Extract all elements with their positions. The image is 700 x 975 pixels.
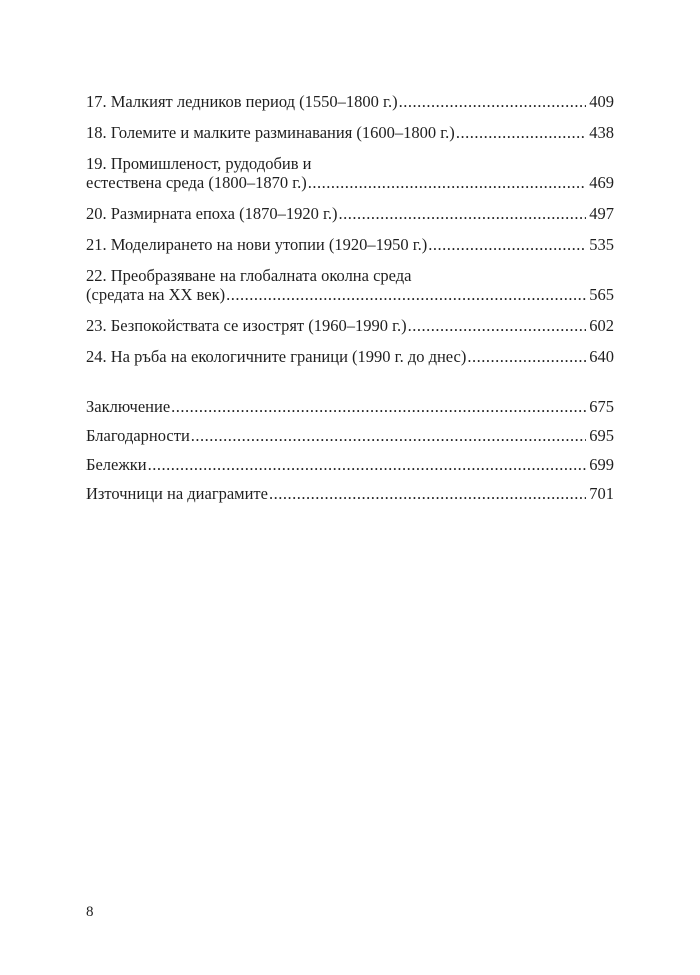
toc-entry-title: 21. Моделирането на нови утопии (1920–1950 г.) [86, 235, 428, 254]
toc-entry [86, 316, 614, 335]
toc-entry-row [86, 397, 614, 416]
toc-entry [86, 455, 614, 474]
dot-leader [456, 123, 586, 142]
toc-entry-title: Заключение [86, 397, 171, 416]
toc-entry [86, 204, 614, 223]
toc-entry-title: 17. Малкият ледников период (1550–1800 г.) [86, 92, 398, 111]
toc-entry-page: 602 [589, 316, 614, 335]
toc-entry-title: 20. Размирната епоха (1870–1920 г.) [86, 204, 338, 223]
toc-entry-row [86, 426, 614, 445]
toc-entry-row [86, 455, 614, 474]
dot-leader [308, 173, 586, 192]
toc-entry-row [86, 92, 614, 111]
dot-leader [428, 235, 586, 254]
toc-entry-title-first-line: 22. Преобразяване на глобалната околна среда [86, 266, 412, 285]
toc-entry-row [86, 123, 614, 142]
toc-entry [86, 426, 614, 445]
toc-entry [86, 235, 614, 254]
toc-entry [86, 347, 614, 366]
toc-entry-title: естествена среда (1800–1870 г.) [86, 173, 307, 192]
toc-entry-row [86, 285, 614, 304]
toc-entry-title: 23. Безпокойствата се изострят (1960–1990 г.) [86, 316, 407, 335]
toc-entry-page: 699 [589, 455, 614, 474]
toc-entry [86, 397, 614, 416]
toc-entry-row [86, 347, 614, 366]
dot-leader [408, 316, 587, 335]
toc-entry-page: 695 [589, 426, 614, 445]
dot-leader [399, 92, 587, 111]
toc-entry-page: 675 [589, 397, 614, 416]
toc-entry-title: 18. Големите и малките разминавания (1600–1800 г.) [86, 123, 455, 142]
toc-entry-title: Източници на диаграмите [86, 484, 268, 503]
toc-entry [86, 92, 614, 111]
toc-entry [86, 484, 614, 503]
toc-entry-page: 640 [589, 347, 614, 366]
toc-entry-title: 24. На ръба на екологичните граници (1990 г. до днес) [86, 347, 467, 366]
dot-leader [339, 204, 587, 223]
toc-entry [86, 154, 614, 192]
dot-leader [171, 397, 586, 416]
toc-entry [86, 123, 614, 142]
toc-entry-page: 438 [589, 123, 614, 142]
dot-leader [148, 455, 587, 474]
toc-entry-row [86, 484, 614, 503]
toc-entry-title: Бележки [86, 455, 147, 474]
dot-leader [226, 285, 586, 304]
toc-entry-page: 565 [589, 285, 614, 304]
toc-entry-row [86, 235, 614, 254]
toc-back-matter-list [86, 397, 614, 513]
toc-entry-page: 469 [589, 173, 614, 192]
dot-leader [467, 347, 586, 366]
toc-entry-row [86, 204, 614, 223]
toc-entry-row [86, 316, 614, 335]
toc-entry-page: 701 [589, 484, 614, 503]
page-number: 8 [86, 904, 94, 920]
toc-entry [86, 266, 614, 304]
dot-leader [191, 426, 586, 445]
toc-entry-title: Благодарности [86, 426, 190, 445]
toc-entry-page: 497 [589, 204, 614, 223]
dot-leader [269, 484, 586, 503]
toc-entry-page: 409 [589, 92, 614, 111]
toc-entry-title-first-line: 19. Промишленост, рудодобив и [86, 154, 312, 173]
toc-chapters-list [86, 92, 614, 378]
toc-entry-title: (средата на XX век) [86, 285, 226, 304]
toc-entry-page: 535 [589, 235, 614, 254]
toc-entry-row [86, 173, 614, 192]
